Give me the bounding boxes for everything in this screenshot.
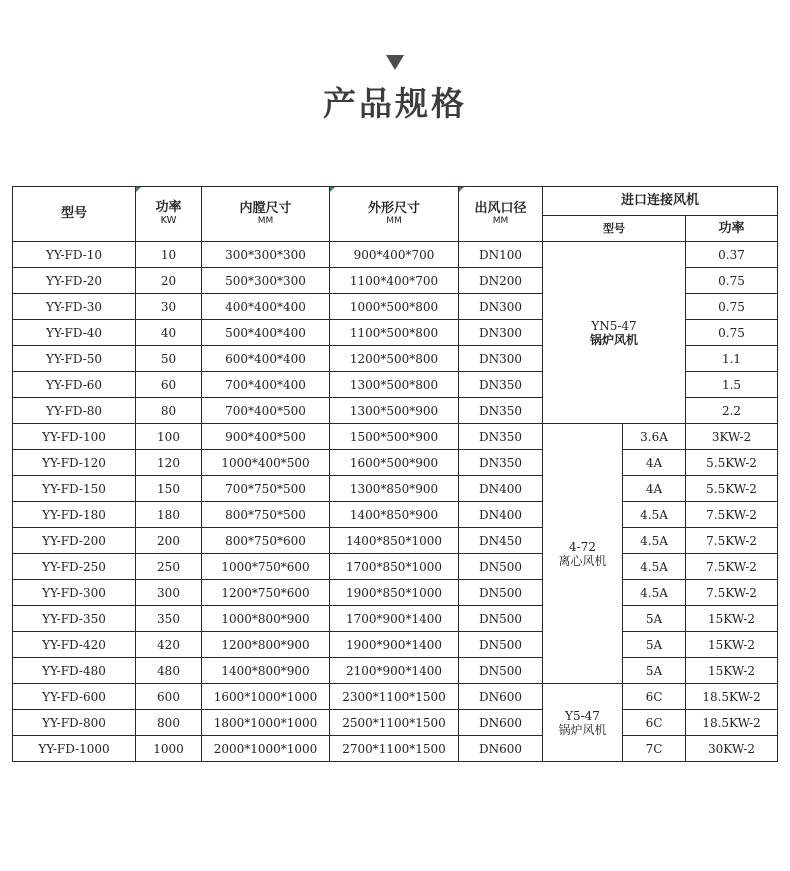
cell-fan-power: 18.5KW-2 bbox=[686, 684, 778, 710]
cell-fan-power: 7.5KW-2 bbox=[686, 554, 778, 580]
cell-outlet: DN350 bbox=[459, 450, 543, 476]
table-row bbox=[13, 580, 778, 606]
cell-outlet: DN200 bbox=[459, 268, 543, 294]
cell-outer-size: 1100*500*800 bbox=[330, 320, 459, 346]
cell-outer-size: 1400*850*900 bbox=[330, 502, 459, 528]
cell-outlet: DN500 bbox=[459, 554, 543, 580]
fan-group-model: 4-72 bbox=[569, 539, 596, 554]
corner-mark-icon bbox=[330, 187, 335, 192]
cell-outer-size: 1600*500*900 bbox=[330, 450, 459, 476]
cell-model: YY-FD-80 bbox=[13, 398, 136, 424]
cell-model: YY-FD-200 bbox=[13, 528, 136, 554]
cell-outer-size: 2700*1100*1500 bbox=[330, 736, 459, 762]
cell-fan-power: 0.75 bbox=[686, 268, 778, 294]
cell-fan-spec: 7C bbox=[623, 736, 686, 762]
cell-model: YY-FD-40 bbox=[13, 320, 136, 346]
cell-outlet: DN300 bbox=[459, 320, 543, 346]
cell-fan-power: 5.5KW-2 bbox=[686, 450, 778, 476]
cell-model: YY-FD-480 bbox=[13, 658, 136, 684]
cell-fan-power: 3KW-2 bbox=[686, 424, 778, 450]
cell-inner-size: 500*400*400 bbox=[202, 320, 330, 346]
cell-model: YY-FD-420 bbox=[13, 632, 136, 658]
cell-outer-size: 1000*500*800 bbox=[330, 294, 459, 320]
cell-inner-size: 1800*1000*1000 bbox=[202, 710, 330, 736]
cell-power: 300 bbox=[136, 580, 202, 606]
corner-mark-icon bbox=[459, 187, 464, 192]
cell-fan-spec: 4A bbox=[623, 450, 686, 476]
cell-fan-group bbox=[543, 242, 686, 424]
cell-outlet: DN350 bbox=[459, 372, 543, 398]
cell-outer-size: 1700*900*1400 bbox=[330, 606, 459, 632]
cell-inner-size: 1200*800*900 bbox=[202, 632, 330, 658]
cell-outer-size: 1100*400*700 bbox=[330, 268, 459, 294]
header-outlet: 出风口径 MM bbox=[459, 187, 543, 242]
cell-inner-size: 700*400*500 bbox=[202, 398, 330, 424]
table-row bbox=[13, 554, 778, 580]
cell-fan-power: 15KW-2 bbox=[686, 632, 778, 658]
cell-power: 10 bbox=[136, 242, 202, 268]
cell-power: 100 bbox=[136, 424, 202, 450]
cell-inner-size: 1000*750*600 bbox=[202, 554, 330, 580]
cell-power: 120 bbox=[136, 450, 202, 476]
cell-fan-spec: 3.6A bbox=[623, 424, 686, 450]
table-row bbox=[13, 242, 778, 268]
cell-fan-spec: 4.5A bbox=[623, 528, 686, 554]
cell-power: 80 bbox=[136, 398, 202, 424]
header-fan-model: 型号 bbox=[543, 216, 686, 242]
cell-model: YY-FD-30 bbox=[13, 294, 136, 320]
cell-model: YY-FD-250 bbox=[13, 554, 136, 580]
cell-fan-spec: 4.5A bbox=[623, 554, 686, 580]
cell-fan-power: 0.75 bbox=[686, 320, 778, 346]
fan-group-model: YN5-47 bbox=[591, 318, 637, 333]
cell-fan-group bbox=[543, 684, 623, 762]
cell-outlet: DN500 bbox=[459, 632, 543, 658]
table-row bbox=[13, 632, 778, 658]
table-row bbox=[13, 736, 778, 762]
cell-model: YY-FD-100 bbox=[13, 424, 136, 450]
cell-fan-power: 2.2 bbox=[686, 398, 778, 424]
cell-inner-size: 1600*1000*1000 bbox=[202, 684, 330, 710]
cell-power: 50 bbox=[136, 346, 202, 372]
cell-fan-spec: 5A bbox=[623, 606, 686, 632]
cell-fan-spec: 4.5A bbox=[623, 580, 686, 606]
cell-fan-spec: 5A bbox=[623, 658, 686, 684]
cell-fan-power: 7.5KW-2 bbox=[686, 580, 778, 606]
cell-inner-size: 800*750*600 bbox=[202, 528, 330, 554]
header-outer-size: 外形尺寸 MM bbox=[330, 187, 459, 242]
cell-model: YY-FD-150 bbox=[13, 476, 136, 502]
cell-model: YY-FD-120 bbox=[13, 450, 136, 476]
cell-fan-spec: 6C bbox=[623, 710, 686, 736]
cell-model: YY-FD-300 bbox=[13, 580, 136, 606]
cell-model: YY-FD-180 bbox=[13, 502, 136, 528]
cell-outlet: DN400 bbox=[459, 476, 543, 502]
cell-outer-size: 1700*850*1000 bbox=[330, 554, 459, 580]
cell-outer-size: 1300*850*900 bbox=[330, 476, 459, 502]
cell-outlet: DN500 bbox=[459, 658, 543, 684]
cell-fan-spec: 4.5A bbox=[623, 502, 686, 528]
cell-outer-size: 1300*500*800 bbox=[330, 372, 459, 398]
cell-fan-power: 5.5KW-2 bbox=[686, 476, 778, 502]
cell-model: YY-FD-1000 bbox=[13, 736, 136, 762]
cell-model: YY-FD-600 bbox=[13, 684, 136, 710]
cell-power: 40 bbox=[136, 320, 202, 346]
table-row bbox=[13, 424, 778, 450]
table-row bbox=[13, 710, 778, 736]
cell-power: 60 bbox=[136, 372, 202, 398]
fan-group-type: 锅炉风机 bbox=[558, 722, 607, 737]
cell-outer-size: 1200*500*800 bbox=[330, 346, 459, 372]
cell-fan-power: 30KW-2 bbox=[686, 736, 778, 762]
cell-outlet: DN300 bbox=[459, 294, 543, 320]
header-inlet-fan: 进口连接风机 bbox=[543, 187, 778, 216]
cell-outlet: DN350 bbox=[459, 398, 543, 424]
cell-fan-power: 1.5 bbox=[686, 372, 778, 398]
cell-outer-size: 1400*850*1000 bbox=[330, 528, 459, 554]
cell-power: 800 bbox=[136, 710, 202, 736]
cell-inner-size: 1400*800*900 bbox=[202, 658, 330, 684]
cell-inner-size: 900*400*500 bbox=[202, 424, 330, 450]
cell-fan-group bbox=[543, 424, 623, 684]
cell-inner-size: 2000*1000*1000 bbox=[202, 736, 330, 762]
cell-outlet: DN600 bbox=[459, 710, 543, 736]
fan-group-type: 离心风机 bbox=[558, 553, 607, 568]
table-row bbox=[13, 502, 778, 528]
page-title: 产品规格 bbox=[323, 84, 467, 123]
cell-outer-size: 2100*900*1400 bbox=[330, 658, 459, 684]
cell-fan-power: 0.37 bbox=[686, 242, 778, 268]
cell-fan-spec: 6C bbox=[623, 684, 686, 710]
cell-inner-size: 700*750*500 bbox=[202, 476, 330, 502]
cell-power: 30 bbox=[136, 294, 202, 320]
cell-fan-power: 1.1 bbox=[686, 346, 778, 372]
cell-inner-size: 700*400*400 bbox=[202, 372, 330, 398]
cell-inner-size: 500*300*300 bbox=[202, 268, 330, 294]
cell-model: YY-FD-50 bbox=[13, 346, 136, 372]
cell-fan-spec: 4A bbox=[623, 476, 686, 502]
cell-fan-power: 7.5KW-2 bbox=[686, 528, 778, 554]
cell-outlet: DN350 bbox=[459, 424, 543, 450]
cell-outer-size: 2500*1100*1500 bbox=[330, 710, 459, 736]
table-row bbox=[13, 684, 778, 710]
cell-model: YY-FD-10 bbox=[13, 242, 136, 268]
cell-power: 200 bbox=[136, 528, 202, 554]
cell-inner-size: 800*750*500 bbox=[202, 502, 330, 528]
cell-inner-size: 300*300*300 bbox=[202, 242, 330, 268]
cell-inner-size: 1000*800*900 bbox=[202, 606, 330, 632]
table-row bbox=[13, 476, 778, 502]
cell-outlet: DN600 bbox=[459, 684, 543, 710]
cell-power: 420 bbox=[136, 632, 202, 658]
cell-fan-power: 7.5KW-2 bbox=[686, 502, 778, 528]
header-inner-size: 内膛尺寸 MM bbox=[202, 187, 330, 242]
header-model: 型号 bbox=[13, 187, 136, 242]
down-arrow-icon bbox=[386, 55, 404, 70]
table-row bbox=[13, 450, 778, 476]
cell-outer-size: 1900*850*1000 bbox=[330, 580, 459, 606]
cell-inner-size: 400*400*400 bbox=[202, 294, 330, 320]
table-row bbox=[13, 606, 778, 632]
cell-power: 250 bbox=[136, 554, 202, 580]
cell-power: 480 bbox=[136, 658, 202, 684]
cell-fan-power: 18.5KW-2 bbox=[686, 710, 778, 736]
cell-outlet: DN300 bbox=[459, 346, 543, 372]
cell-fan-power: 15KW-2 bbox=[686, 606, 778, 632]
cell-outlet: DN600 bbox=[459, 736, 543, 762]
cell-outer-size: 1900*900*1400 bbox=[330, 632, 459, 658]
cell-fan-power: 15KW-2 bbox=[686, 658, 778, 684]
spec-table bbox=[12, 186, 778, 762]
cell-power: 350 bbox=[136, 606, 202, 632]
table-row bbox=[13, 658, 778, 684]
cell-outer-size: 2300*1100*1500 bbox=[330, 684, 459, 710]
cell-model: YY-FD-60 bbox=[13, 372, 136, 398]
cell-model: YY-FD-800 bbox=[13, 710, 136, 736]
cell-power: 20 bbox=[136, 268, 202, 294]
cell-inner-size: 1200*750*600 bbox=[202, 580, 330, 606]
corner-mark-icon bbox=[136, 187, 141, 192]
cell-model: YY-FD-350 bbox=[13, 606, 136, 632]
header-fan-power: 功率 bbox=[686, 216, 778, 242]
header-row bbox=[13, 187, 778, 216]
cell-outer-size: 1300*500*900 bbox=[330, 398, 459, 424]
cell-outlet: DN400 bbox=[459, 502, 543, 528]
cell-power: 600 bbox=[136, 684, 202, 710]
cell-power: 1000 bbox=[136, 736, 202, 762]
cell-inner-size: 1000*400*500 bbox=[202, 450, 330, 476]
header-power: 功率 KW bbox=[136, 187, 202, 242]
cell-outer-size: 1500*500*900 bbox=[330, 424, 459, 450]
cell-outlet: DN100 bbox=[459, 242, 543, 268]
cell-outlet: DN450 bbox=[459, 528, 543, 554]
cell-model: YY-FD-20 bbox=[13, 268, 136, 294]
cell-fan-power: 0.75 bbox=[686, 294, 778, 320]
cell-fan-spec: 5A bbox=[623, 632, 686, 658]
fan-group-type: 锅炉风机 bbox=[589, 332, 638, 347]
cell-outer-size: 900*400*700 bbox=[330, 242, 459, 268]
cell-power: 180 bbox=[136, 502, 202, 528]
cell-outlet: DN500 bbox=[459, 606, 543, 632]
cell-power: 150 bbox=[136, 476, 202, 502]
fan-group-model: Y5-47 bbox=[565, 708, 600, 723]
table-row bbox=[13, 528, 778, 554]
cell-outlet: DN500 bbox=[459, 580, 543, 606]
cell-inner-size: 600*400*400 bbox=[202, 346, 330, 372]
